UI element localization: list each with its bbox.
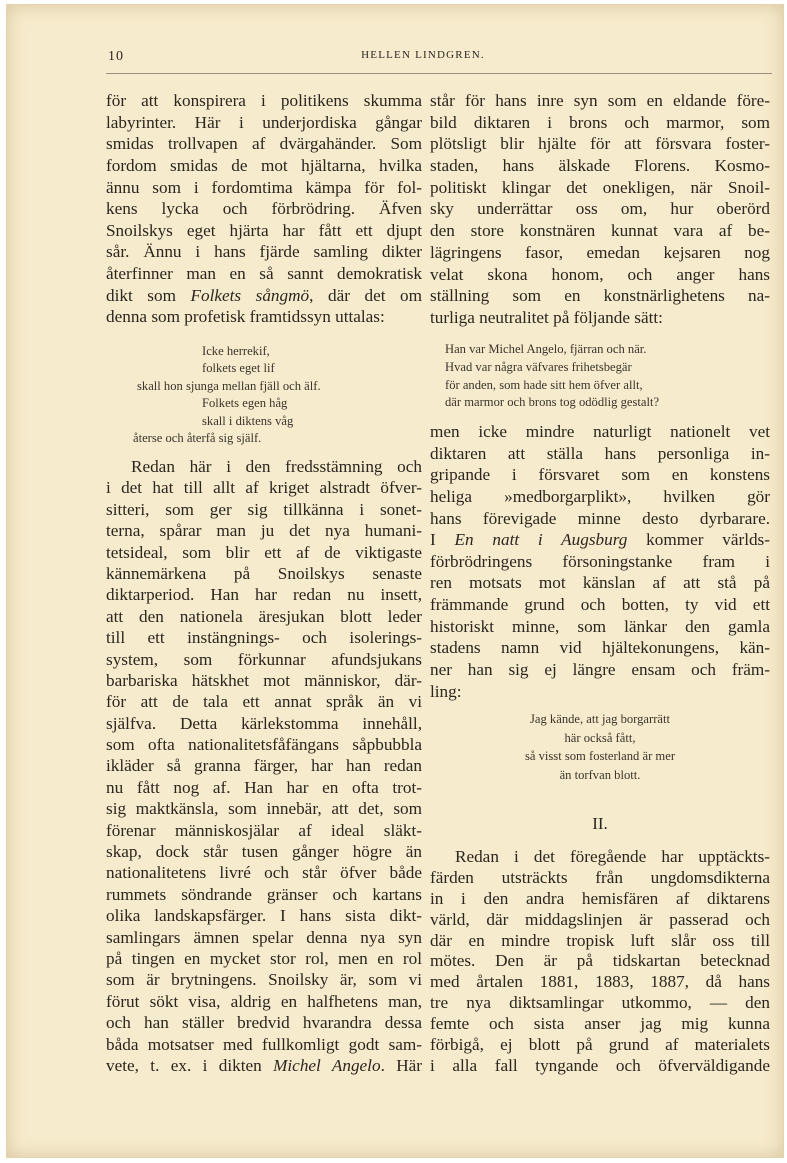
running-title: HELLEN LINDGREN. bbox=[361, 49, 485, 61]
text-line: femte och sista anser jag mig kunna bbox=[430, 1014, 770, 1034]
header-rule bbox=[106, 73, 772, 74]
text-line: olika landskapsfärger. I hans sista dikt- bbox=[106, 906, 422, 926]
italic-title: Michel Angelo bbox=[273, 1055, 381, 1075]
verse-quote bbox=[430, 710, 770, 785]
text-line: förbrödringens försoningstanke fram i bbox=[430, 551, 770, 571]
text-line: tre nya diktsamlingar utkommo, — den bbox=[430, 993, 770, 1013]
text-line: för att konspirera i politikens skumma bbox=[106, 91, 422, 110]
text-line: att den nationela äresjukan blott leder bbox=[106, 606, 422, 626]
text-line: stadens namn vid hjältekonungens, kän- bbox=[430, 638, 770, 658]
italic-title: En natt i Augsburg bbox=[454, 530, 628, 550]
text-line: återfinner man en så sannt demokratisk bbox=[106, 264, 422, 284]
text-line: kens lycka och förbrödring. Äfven bbox=[106, 199, 422, 219]
text-line: men icke mindre naturligt nationelt vet bbox=[430, 422, 770, 441]
text-line: labyrinter. Här i underjordiska gångar bbox=[106, 112, 422, 132]
text-line: ling: bbox=[430, 681, 462, 701]
text-line: system, som förkunnar afundsjukans bbox=[106, 649, 422, 669]
text-line: Redan i det föregående har upptäckts- bbox=[455, 847, 770, 866]
text-line: ännu som i fordomtima kämpa för fol- bbox=[106, 177, 422, 197]
verse-line: återse och återfå sig själf. bbox=[133, 430, 262, 445]
text-line: velat skona honom, och anger hans bbox=[430, 264, 770, 284]
text-line: som ofta nationalitetsfåfängans såpbubbla bbox=[106, 735, 422, 755]
text-line: tetsideal, som blir ett af de viktigaste bbox=[106, 542, 422, 562]
verse-line: där marmor och brons tog odödlig gestalt? bbox=[445, 395, 660, 410]
verse-line: Jag kände, att jag borgarrätt bbox=[530, 712, 670, 726]
text-line: gripande i försvaret som en konstens bbox=[430, 465, 770, 485]
text-line: nationalitetens livré och står öfver både bbox=[106, 863, 422, 883]
text-segment: kommer världs- bbox=[627, 530, 770, 550]
text-line: som är brytningens. Snoilsky är, som vi bbox=[106, 970, 422, 990]
text-line: heliga »medborgarplikt», hvilken gör bbox=[430, 486, 770, 506]
paragraph bbox=[106, 90, 422, 328]
text-line: diktarperiod. Han har redan nu insett, bbox=[106, 585, 422, 605]
text-line bbox=[106, 285, 422, 307]
text-line: lägringens fasor, emedan kejsaren nog bbox=[430, 242, 770, 262]
text-line: samlingars ämnen spelar denna nya syn bbox=[106, 927, 422, 947]
text-line: på tingen en mycket stor rol, men en rol bbox=[106, 948, 422, 968]
text-line: denna som profetisk framtidssyn uttalas: bbox=[106, 307, 385, 327]
text-segment: , där det om bbox=[309, 285, 422, 305]
text-segment: dikt som bbox=[106, 285, 191, 305]
text-line: diktaren att ställa hans personliga in- bbox=[430, 443, 770, 463]
text-line bbox=[430, 529, 770, 551]
text-line: sitteri, som ger sig tillkänna i sonet- bbox=[106, 499, 422, 519]
text-line: ner han sig ej längre ensam och främ- bbox=[430, 660, 770, 680]
verse-line: Folkets egen håg bbox=[202, 396, 288, 411]
text-line: själfva. Detta kärlekstomma innehåll, bbox=[106, 713, 422, 733]
text-line: till ett instängnings- och isolerings- bbox=[106, 628, 422, 648]
text-line: smidas trollvapen af dvärgahänder. Som bbox=[106, 134, 422, 154]
text-line: kännemärkena på Snoilskys senaste bbox=[106, 563, 422, 583]
page-number: 10 bbox=[108, 49, 124, 64]
verse-line: än torfvan blott. bbox=[559, 768, 641, 783]
text-line: sig maktkänsla, som innebär, att det, som bbox=[106, 799, 422, 819]
text-line: turliga neutralitet på följande sätt: bbox=[430, 307, 663, 327]
verse-line: Han var Michel Angelo, fjärran och när. bbox=[445, 342, 647, 356]
text-line: nu fått nog af. Han har en ofta trot- bbox=[106, 777, 422, 797]
text-line: ikläder så granna färger, har han redan bbox=[106, 756, 422, 776]
verse-line: Hvad var några väfvares frihetsbegär bbox=[445, 359, 632, 374]
text-line: bild diktaren i brons och marmor, som bbox=[430, 112, 770, 132]
paragraph bbox=[106, 456, 422, 1076]
text-line: förbigå, ej blott på grund af materialets bbox=[430, 1035, 770, 1055]
text-line: värld, där middagslinjen är passerad och bbox=[430, 909, 770, 929]
paragraph bbox=[430, 421, 770, 702]
paragraph bbox=[430, 90, 770, 329]
text-segment: . Här bbox=[380, 1055, 422, 1075]
text-line: terna, spårar man ju det nya humani- bbox=[106, 521, 422, 541]
text-segment: vete, t. ex. i dikten bbox=[106, 1055, 274, 1075]
text-line: främmande grund och botten, ty vid ett bbox=[430, 595, 770, 615]
verse-line: för anden, som hade sitt hem öfver allt, bbox=[445, 377, 643, 392]
italic-title: Folkets sångmö bbox=[190, 285, 310, 305]
text-line: fordom smidas de mot hjältarna, hvilka bbox=[106, 155, 422, 175]
verse-line: här också fått, bbox=[564, 730, 636, 745]
verse-quote bbox=[430, 341, 770, 412]
verse-quote bbox=[106, 343, 422, 447]
text-line: rummets söndrande gränser och kartans bbox=[106, 884, 422, 904]
text-line: sky underrättar oss om, hur oberörd bbox=[430, 199, 770, 219]
text-line: förenar människosjälar af ideal släkt- bbox=[106, 820, 422, 840]
text-line: där en mindre tropisk luft slår oss till bbox=[430, 930, 770, 950]
text-line: i alla fall tyngande och öfverväldigande bbox=[430, 1055, 770, 1075]
text-segment: I bbox=[430, 530, 455, 550]
text-line: skap, dock står tusen gånger högre än bbox=[106, 842, 422, 862]
text-line: ren motsats mot känslan af att stå på bbox=[430, 573, 770, 593]
text-line bbox=[106, 1055, 422, 1076]
verse-line: så visst som fosterland är mer bbox=[524, 749, 676, 764]
text-line: in i den andra hemisfären af diktarens bbox=[430, 888, 770, 908]
verse-line: skall i diktens våg bbox=[202, 413, 294, 428]
text-line: med årtalen 1881, 1883, 1887, då hans bbox=[430, 972, 770, 992]
text-line: mötes. Den är på tidskartan betecknad bbox=[430, 951, 770, 971]
text-line: står för hans inre syn som en eldande före- bbox=[430, 91, 770, 110]
text-line: den store konstnären kunnat vara af be- bbox=[430, 221, 770, 241]
text-line: sår. Ännu i hans fjärde samling dikter bbox=[106, 242, 422, 262]
text-line: förut sökt visa, aldrig en halfhetens man, bbox=[106, 991, 422, 1011]
text-line: Redan här i den fredsstämning och bbox=[131, 457, 422, 476]
text-line: båda motsatser med fullkomligt godt sam- bbox=[106, 1034, 422, 1054]
text-line: färden utsträckts från ungdomsdikterna bbox=[430, 867, 770, 887]
text-line: plötsligt blir hjälte för att försvara foster- bbox=[430, 134, 770, 154]
text-line: hans förevigade minne desto dyrbarare. bbox=[430, 508, 770, 528]
text-line: i det hat till allt af kriget alstradt öfver- bbox=[106, 478, 422, 498]
verse-line: Icke herrekif, bbox=[202, 344, 270, 358]
text-line: och han ställer bredvid hvarandra dessa bbox=[106, 1013, 422, 1033]
text-line: Snoilskys eget hjärta har fått ett djupt bbox=[106, 220, 422, 240]
text-line: för att de tala ett annat språk än vi bbox=[106, 692, 422, 712]
text-line: ställning som en konstnärlighetens na- bbox=[430, 286, 770, 306]
verse-line: skall hon sjunga mellan fjäll och älf. bbox=[137, 378, 321, 393]
text-line: barbariska hätskhet mot människor, där- bbox=[106, 670, 422, 690]
text-line: staden, hans älskade Florens. Kosmo- bbox=[430, 156, 770, 176]
verse-line: folkets eget lif bbox=[202, 361, 275, 376]
text-line: historiskt minne, som länkar den gamla bbox=[430, 616, 770, 636]
paragraph bbox=[430, 847, 770, 1077]
section-heading: II. bbox=[592, 814, 608, 833]
text-line: politiskt klingar det onekligen, när Snoil- bbox=[430, 177, 770, 197]
